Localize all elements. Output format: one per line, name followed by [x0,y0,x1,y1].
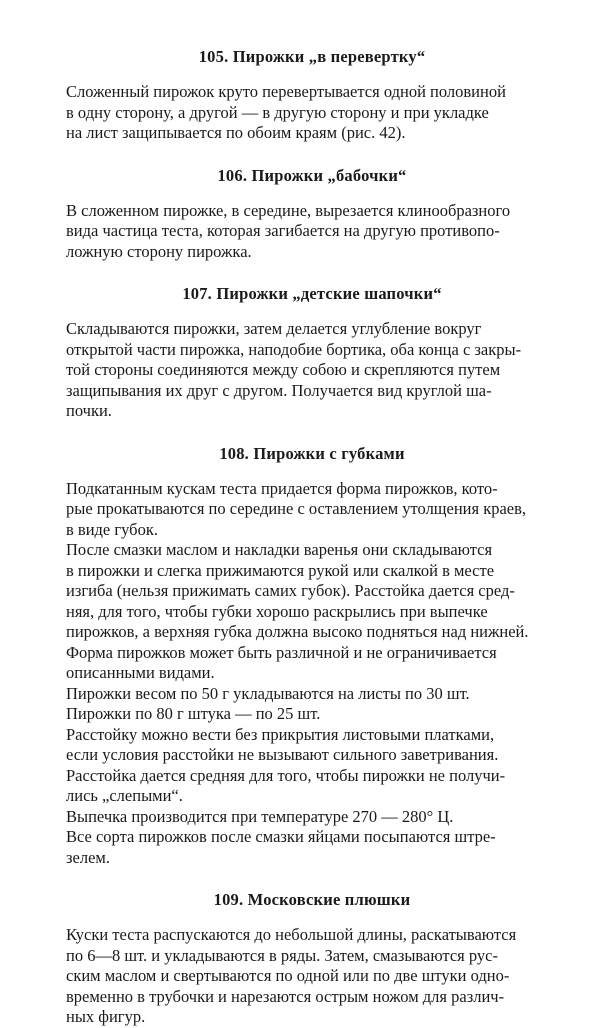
text-line: ским маслом и свертываются по одной или по две штуки одно- [66,966,510,985]
paragraph [66,684,558,705]
text-line: няя, для того, чтобы губки хорошо раскрылись при выпечке [66,601,488,621]
text-line: в виде губок. [66,519,158,539]
paragraph [66,319,558,422]
section-title: 109. Московские плюшки [213,890,411,909]
section-title: 106. Пирожки „бабочки“ [217,165,407,185]
text-line: по 6—8 шт. и укладываются в ряды. Затем, смазываются рус- [66,945,498,965]
text-line: Выпечка производится при температуре 270 — 280° Ц. [66,806,454,826]
text-line: ных фигур. [66,1007,146,1026]
text-line: Пирожки весом по 50 г укладываются на листы по 30 шт. [66,683,470,703]
paragraph [66,807,558,828]
text-line: изгиба (нельзя прижимать самих губок). Расстойка дается сред- [66,581,515,600]
paragraph [66,827,558,868]
text-line: пирожков, а верхняя губка должна высоко подняться над нижней. [66,622,529,641]
paragraph [66,643,558,684]
text-line: Расстойка дается средняя для того, чтобы пирожки не получи- [66,765,506,785]
text-line: Форма пирожков может быть различной и не ограничивается [66,642,497,662]
paragraph [66,704,558,725]
text-line: защипывания их друг с другом. Получается вид круглой ша- [66,380,492,400]
paragraph [66,201,558,263]
text-line: ложную сторону пирожка. [66,241,252,261]
text-line: на лист защипывается по обоим краям (рис. 42). [66,123,406,142]
text-line: в пирожки и слегка прижимаются рукой или скалкой в месте [66,560,495,580]
text-line: В сложенном пирожке, в середине, вырезается клинообразного [66,200,511,220]
text-line: Куски теста распускаются до небольшой длины, раскатываются [66,925,517,944]
section-title: 107. Пирожки „детские шапочки“ [182,284,442,303]
text-line: в одну сторону, а другой — в другую сторону и при укладке [66,102,489,122]
text-line: рые прокатываются по середине с оставлением утолщения краев, [66,499,527,518]
text-line: зелем. [66,847,110,867]
text-line: Все сорта пирожков после смазки яйцами посыпаются штре- [66,827,496,846]
section-105 [66,47,558,144]
section-107 [66,284,558,422]
paragraph [66,82,558,144]
text-line: Пирожки по 80 г штука — по 25 шт. [66,704,321,723]
text-line: После смазки маслом и накладки варенья они складываются [66,540,493,559]
text-line: лись „слепыми“. [66,786,183,805]
text-line: той стороны соединяются между собою и скрепляются путем [66,360,501,379]
section-108 [66,444,558,869]
paragraph [66,540,558,643]
section-title: 105. Пирожки „в перевертку“ [198,47,426,66]
text-line: Складываются пирожки, затем делается углубление вокруг [66,319,482,338]
paragraph [66,725,558,807]
paragraph [66,925,558,1028]
text-line: вида частица теста, которая загибается на другую противопо- [66,221,500,240]
text-line: почки. [66,401,112,420]
section-109 [66,890,558,1028]
paragraph [66,479,558,541]
text-line: временно в трубочки и нарезаются острым ножом для различ- [66,986,505,1006]
text-line: Расстойку можно вести без прикрытия листовыми платками, [66,724,495,744]
text-line: Сложенный пирожок круто перевертывается одной половиной [66,82,506,101]
text-line: описанными видами. [66,663,215,682]
section-106 [66,166,558,263]
text-line: Подкатанным кускам теста придается форма пирожков, кото- [66,478,498,498]
text-line: если условия расстойки не вызывают сильного заветривания. [66,745,499,764]
section-title: 108. Пирожки с губками [219,443,405,463]
text-line: открытой части пирожка, наподобие бортика, оба конца с закры- [66,339,522,359]
